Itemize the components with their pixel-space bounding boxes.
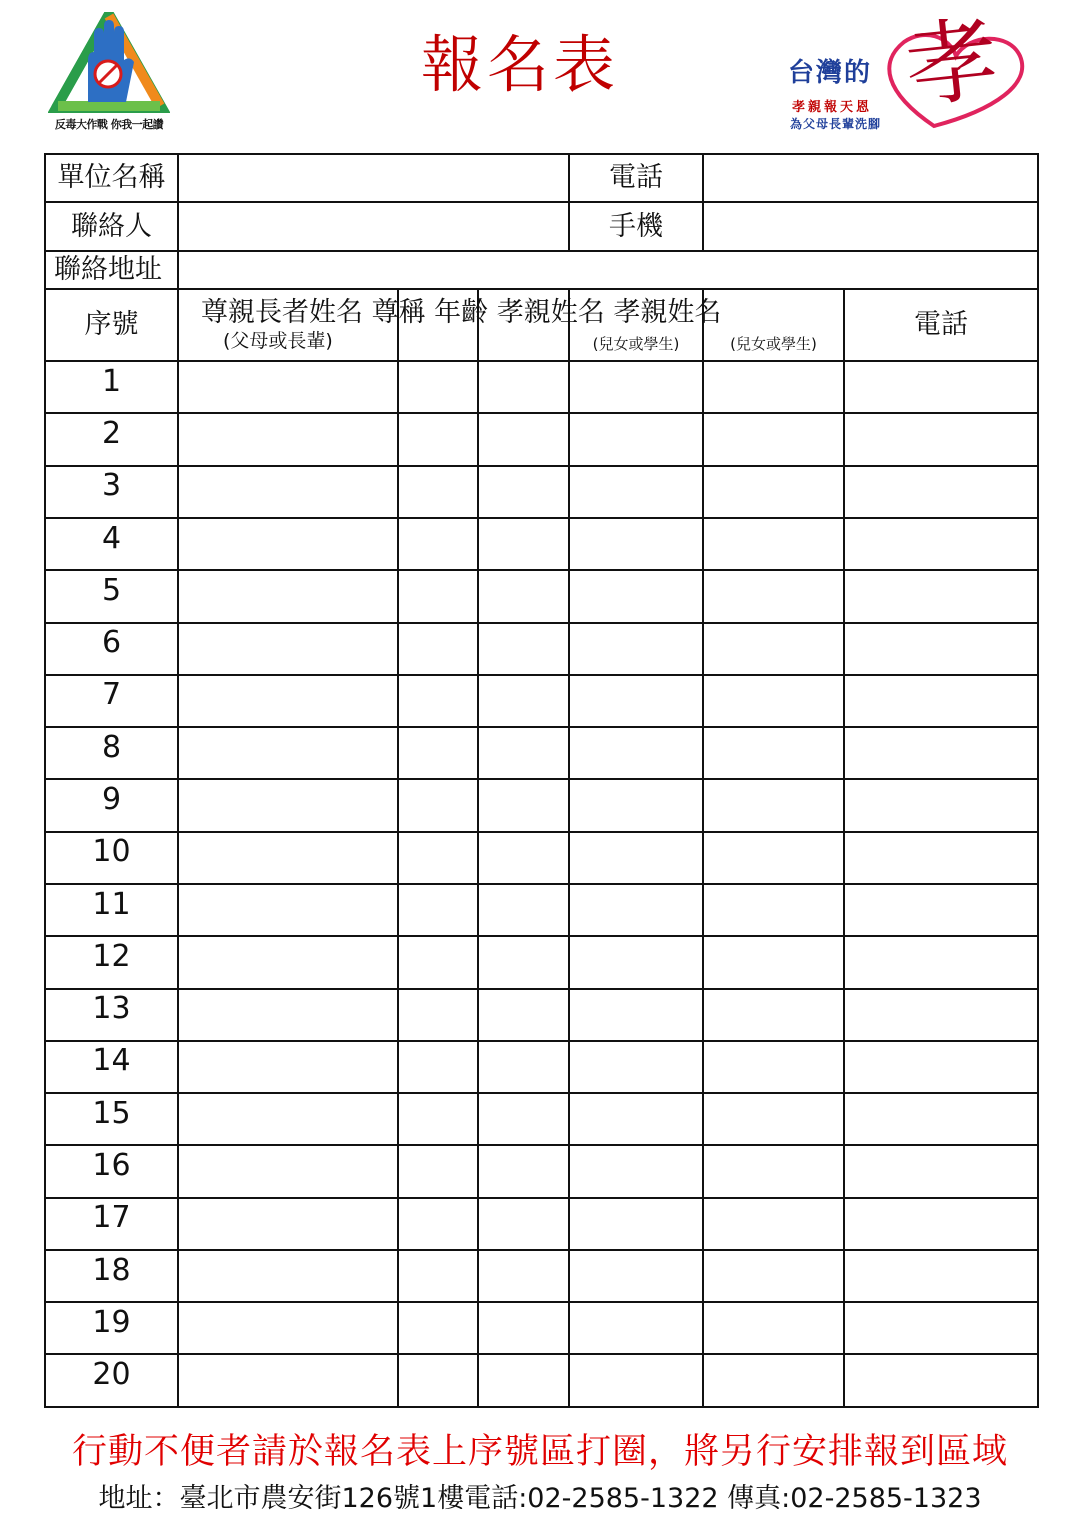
logo-sub-text-1: 孝親報天恩	[792, 100, 873, 115]
table-row	[45, 466, 1038, 518]
mobile-label: 手機	[569, 202, 703, 250]
age-cell[interactable]	[478, 727, 569, 779]
row-number	[45, 623, 178, 675]
seq-header-text: 序號	[84, 309, 139, 341]
title-cell[interactable]	[398, 1145, 478, 1197]
phone-cell[interactable]	[844, 570, 1038, 622]
age-cell[interactable]	[478, 989, 569, 1041]
row-number-text: 12	[92, 938, 131, 974]
column-header-phone	[844, 289, 1038, 361]
table-row	[45, 884, 1038, 936]
age-cell[interactable]	[478, 884, 569, 936]
table-row	[45, 727, 1038, 779]
column-header-seq	[45, 289, 178, 361]
contact-address-field[interactable]	[178, 251, 1038, 289]
child-name-2-cell[interactable]	[703, 1198, 844, 1250]
phone-cell[interactable]	[844, 361, 1038, 413]
row-number	[45, 361, 178, 413]
title-cell[interactable]	[398, 989, 478, 1041]
child-name-1-cell[interactable]	[569, 779, 703, 831]
table-row	[45, 570, 1038, 622]
age-cell[interactable]	[478, 518, 569, 570]
row-number	[45, 832, 178, 884]
page-title: 報名表	[420, 28, 619, 101]
contact-person-field[interactable]	[178, 202, 569, 250]
elder-name-cell[interactable]	[178, 518, 398, 570]
child-name-1-cell[interactable]	[569, 466, 703, 518]
row-number-text: 4	[101, 520, 122, 556]
row-number-text: 20	[92, 1357, 131, 1393]
child-name-1-cell[interactable]	[569, 675, 703, 727]
age-cell[interactable]	[478, 1041, 569, 1093]
phone-cell[interactable]	[844, 1302, 1038, 1354]
row-number	[45, 989, 178, 1041]
title-cell[interactable]	[398, 466, 478, 518]
contact-address-label: 聯絡地址	[45, 251, 178, 289]
child-name-1-cell[interactable]	[569, 1145, 703, 1197]
elder-name-cell[interactable]	[178, 361, 398, 413]
table-row	[45, 361, 1038, 413]
title-cell[interactable]	[398, 727, 478, 779]
child-name-2-cell[interactable]	[703, 884, 844, 936]
row-number	[45, 1145, 178, 1197]
child-name-2-cell[interactable]	[703, 518, 844, 570]
age-cell[interactable]	[478, 1250, 569, 1302]
child-name-1-cell[interactable]	[569, 518, 703, 570]
table-row	[45, 675, 1038, 727]
child-name-2-cell[interactable]	[703, 1145, 844, 1197]
table-row	[45, 1198, 1038, 1250]
elder-name-cell[interactable]	[178, 570, 398, 622]
row-number	[45, 1250, 178, 1302]
row-number	[45, 936, 178, 988]
elder-name-cell[interactable]	[178, 1198, 398, 1250]
child-name-2-cell[interactable]	[703, 1093, 844, 1145]
title-cell[interactable]	[398, 361, 478, 413]
title-cell[interactable]	[398, 884, 478, 936]
phone-cell[interactable]	[844, 1041, 1038, 1093]
row-number-text: 17	[92, 1200, 131, 1236]
row-number-text: 18	[92, 1252, 131, 1288]
child-name-1-cell[interactable]	[569, 1354, 703, 1407]
title-cell[interactable]	[398, 1302, 478, 1354]
row-number	[45, 884, 178, 936]
anti-drug-logo	[48, 12, 170, 134]
row-number	[45, 1198, 178, 1250]
elder-name-cell[interactable]	[178, 675, 398, 727]
row-number-text: 9	[101, 782, 122, 818]
table-row	[45, 623, 1038, 675]
elder-name-cell[interactable]	[178, 1250, 398, 1302]
elder-header-note: (父母或長輩)	[223, 330, 333, 353]
child-name-2-cell[interactable]	[703, 1250, 844, 1302]
table-row	[45, 1041, 1038, 1093]
column-header-child-name-2	[703, 289, 844, 361]
table-row	[45, 1302, 1038, 1354]
title-cell[interactable]	[398, 1041, 478, 1093]
child-name-2-cell[interactable]	[703, 989, 844, 1041]
age-cell[interactable]	[478, 1145, 569, 1197]
elder-name-cell[interactable]	[178, 1093, 398, 1145]
child-name-1-cell[interactable]	[569, 1041, 703, 1093]
age-cell[interactable]	[478, 675, 569, 727]
title-cell[interactable]	[398, 1250, 478, 1302]
row-number-text: 19	[92, 1304, 131, 1340]
elder-name-cell[interactable]	[178, 413, 398, 465]
row-number	[45, 1302, 178, 1354]
phone-cell[interactable]	[844, 1198, 1038, 1250]
age-cell[interactable]	[478, 570, 569, 622]
phone-cell[interactable]	[844, 1354, 1038, 1407]
age-cell[interactable]	[478, 623, 569, 675]
phone-header-text: 電話	[914, 309, 969, 341]
table-row	[45, 1145, 1038, 1197]
child-name-2-cell[interactable]	[703, 832, 844, 884]
title-cell[interactable]	[398, 779, 478, 831]
row-number	[45, 1354, 178, 1407]
row-number-text: 13	[92, 991, 131, 1027]
child-name-2-cell[interactable]	[703, 1354, 844, 1407]
row-number	[45, 570, 178, 622]
child-note-2: (兒女或學生)	[730, 334, 817, 353]
child-name-2-cell[interactable]	[703, 623, 844, 675]
phone-label: 電話	[569, 154, 703, 202]
child-name-2-cell[interactable]	[703, 1041, 844, 1093]
child-name-1-cell[interactable]	[569, 727, 703, 779]
row-number	[45, 413, 178, 465]
row-number	[45, 727, 178, 779]
elder-header-line: 尊親長者姓名 尊稱 年齡 孝親姓名 孝親姓名	[201, 296, 722, 328]
table-row	[45, 518, 1038, 570]
child-name-2-cell[interactable]	[703, 570, 844, 622]
phone-cell[interactable]	[844, 1250, 1038, 1302]
elder-name-cell[interactable]	[178, 779, 398, 831]
phone-cell[interactable]	[844, 989, 1038, 1041]
mobile-field[interactable]	[703, 202, 1038, 250]
child-name-1-cell[interactable]	[569, 623, 703, 675]
phone-cell[interactable]	[844, 518, 1038, 570]
child-name-1-cell[interactable]	[569, 1093, 703, 1145]
row-number-text: 15	[92, 1095, 131, 1131]
elder-name-cell[interactable]	[178, 466, 398, 518]
child-name-1-cell[interactable]	[569, 570, 703, 622]
table-row	[45, 832, 1038, 884]
row-number	[45, 1041, 178, 1093]
child-name-1-cell[interactable]	[569, 832, 703, 884]
title-cell[interactable]	[398, 1354, 478, 1407]
child-name-1-cell[interactable]	[569, 361, 703, 413]
row-number-text: 7	[101, 677, 122, 713]
elder-name-cell[interactable]	[178, 884, 398, 936]
child-name-2-cell[interactable]	[703, 675, 844, 727]
title-cell[interactable]	[398, 675, 478, 727]
age-cell[interactable]	[478, 779, 569, 831]
table-row	[45, 1354, 1038, 1407]
child-name-2-cell[interactable]	[703, 727, 844, 779]
phone-field[interactable]	[703, 154, 1038, 202]
title-cell[interactable]	[398, 570, 478, 622]
row-number	[45, 466, 178, 518]
logo-caption: 反毒大作戰 你我一起讚	[54, 118, 164, 131]
row-number-text: 5	[101, 572, 122, 608]
child-name-1-cell[interactable]	[569, 1250, 703, 1302]
logo-big-character: 孝	[900, 5, 1004, 122]
table-row	[45, 1093, 1038, 1145]
row-number	[45, 779, 178, 831]
child-name-1-cell[interactable]	[569, 936, 703, 988]
row-number-text: 6	[101, 625, 122, 661]
phone-cell[interactable]	[844, 413, 1038, 465]
registration-form-table	[44, 153, 1039, 1408]
row-number-text: 10	[92, 834, 131, 870]
phone-cell[interactable]	[844, 884, 1038, 936]
elder-name-cell[interactable]	[178, 832, 398, 884]
row-number-text: 11	[92, 886, 131, 922]
age-cell[interactable]	[478, 466, 569, 518]
phone-cell[interactable]	[844, 675, 1038, 727]
elder-name-cell[interactable]	[178, 989, 398, 1041]
phone-cell[interactable]	[844, 832, 1038, 884]
child-name-1-cell[interactable]	[569, 989, 703, 1041]
logo-main-text: 台灣的	[788, 58, 873, 88]
title-cell[interactable]	[398, 413, 478, 465]
table-row	[45, 936, 1038, 988]
unit-name-label: 單位名稱	[45, 154, 178, 202]
filial-piety-logo	[784, 5, 1034, 132]
title-cell[interactable]	[398, 1198, 478, 1250]
phone-cell[interactable]	[844, 623, 1038, 675]
logo-sub-text-2: 為父母長輩洗腳	[790, 117, 882, 131]
child-name-1-cell[interactable]	[569, 1302, 703, 1354]
elder-name-cell[interactable]	[178, 1302, 398, 1354]
child-name-2-cell[interactable]	[703, 779, 844, 831]
title-cell[interactable]	[398, 518, 478, 570]
age-cell[interactable]	[478, 1302, 569, 1354]
age-cell[interactable]	[478, 936, 569, 988]
contact-person-label: 聯絡人	[45, 202, 178, 250]
child-name-2-cell[interactable]	[703, 361, 844, 413]
elder-name-cell[interactable]	[178, 936, 398, 988]
row-number-text: 2	[101, 416, 122, 452]
child-name-1-cell[interactable]	[569, 884, 703, 936]
row-number-text: 1	[101, 363, 122, 399]
age-cell[interactable]	[478, 413, 569, 465]
age-cell[interactable]	[478, 1198, 569, 1250]
child-name-2-cell[interactable]	[703, 1302, 844, 1354]
age-cell[interactable]	[478, 361, 569, 413]
anti-drug-hand-triangle-icon	[48, 12, 170, 116]
phone-cell[interactable]	[844, 936, 1038, 988]
age-cell[interactable]	[478, 1093, 569, 1145]
age-cell[interactable]	[478, 1354, 569, 1407]
row-number	[45, 675, 178, 727]
child-name-2-cell[interactable]	[703, 466, 844, 518]
phone-cell[interactable]	[844, 727, 1038, 779]
title-cell[interactable]	[398, 1093, 478, 1145]
unit-name-field[interactable]	[178, 154, 569, 202]
child-name-1-cell[interactable]	[569, 1198, 703, 1250]
row-number	[45, 1093, 178, 1145]
phone-cell[interactable]	[844, 1145, 1038, 1197]
row-number	[45, 518, 178, 570]
footer-address: 地址：臺北市農安街126號1樓電話:02-2585-1322 傳真:02-2585-1323	[98, 1483, 982, 1514]
table-row	[45, 413, 1038, 465]
elder-name-cell[interactable]	[178, 1354, 398, 1407]
mobility-notice: 行動不便者請於報名表上序號區打圈，將另行安排報到區域	[71, 1432, 1008, 1472]
phone-cell[interactable]	[844, 779, 1038, 831]
table-row	[45, 1250, 1038, 1302]
title-cell[interactable]	[398, 936, 478, 988]
row-number-text: 16	[92, 1147, 131, 1183]
table-row	[45, 989, 1038, 1041]
title-cell[interactable]	[398, 832, 478, 884]
row-number-text: 3	[101, 468, 122, 504]
elder-name-cell[interactable]	[178, 727, 398, 779]
row-number-text: 14	[92, 1043, 131, 1079]
age-cell[interactable]	[478, 832, 569, 884]
child-name-2-cell[interactable]	[703, 413, 844, 465]
table-row	[45, 779, 1038, 831]
phone-cell[interactable]	[844, 466, 1038, 518]
phone-cell[interactable]	[844, 1093, 1038, 1145]
title-cell[interactable]	[398, 623, 478, 675]
row-number-text: 8	[101, 729, 122, 765]
child-name-1-cell[interactable]	[569, 413, 703, 465]
elder-name-cell[interactable]	[178, 1145, 398, 1197]
child-note-1: (兒女或學生)	[592, 334, 680, 353]
elder-name-cell[interactable]	[178, 623, 398, 675]
elder-name-cell[interactable]	[178, 1041, 398, 1093]
child-name-2-cell[interactable]	[703, 936, 844, 988]
